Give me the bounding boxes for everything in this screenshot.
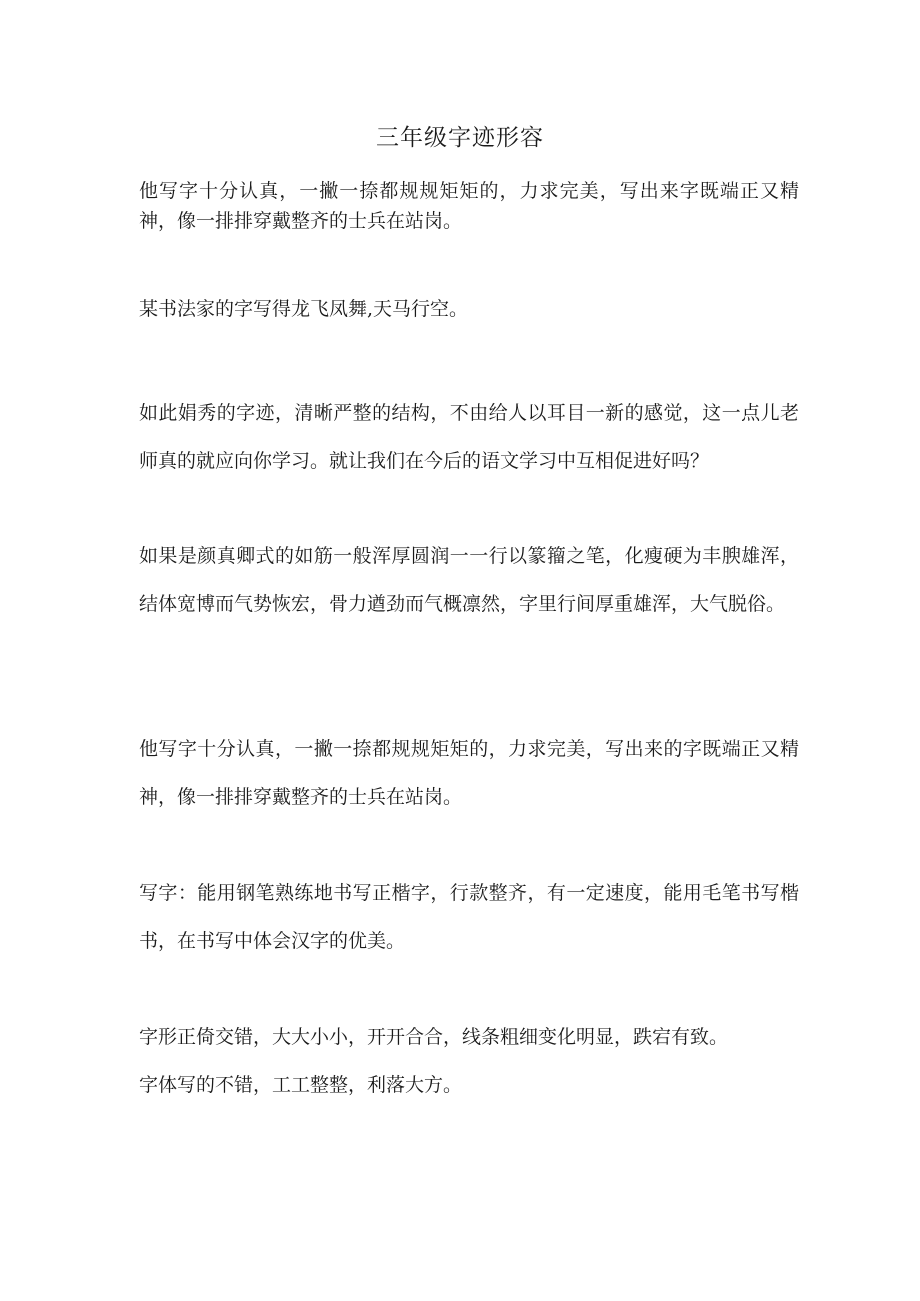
paragraph-7: 字形正倚交错，大大小小，开开合合，线条粗细变化明显，跌宕有致。 [139,1026,729,1048]
document-title: 三年级字迹形容 [376,125,544,151]
paragraph-5: 他写字十分认真，一撇一捺都规规矩矩的，力求完美，写出来的字既端正又精神，像一排排穿戴整齐的士兵在站岗。 [139,738,799,808]
paragraph-1: 他写字十分认真，一撇一捺都规规矩矩的，力求完美，写出来字既端正又精神，像一排排穿戴整齐的士兵在站岗。 [139,180,799,232]
paragraph-2: 某书法家的字写得龙飞凤舞,天马行空。 [139,298,469,320]
paragraph-3: 如此娟秀的字迹，清晰严整的结构，不由给人以耳目一新的感觉，这一点儿老师真的就应向你学习。就让我们在今后的语文学习中互相促进好吗？ [139,402,799,472]
paragraph-4: 如果是颜真卿式的如筋一般浑厚圆润一一行以篆籀之笔，化瘦硬为丰腴雄浑，结体宽博而气势恢宏，骨力遒劲而气概凛然，字里行间厚重雄浑，大气脱俗。 [139,545,799,615]
paragraph-8: 字体写的不错，工工整整，利落大方。 [139,1074,463,1096]
paragraph-6: 写字：能用钢笔熟练地书写正楷字，行款整齐，有一定速度，能用毛笔书写楷书，在书写中体会汉字的优美。 [139,882,799,952]
